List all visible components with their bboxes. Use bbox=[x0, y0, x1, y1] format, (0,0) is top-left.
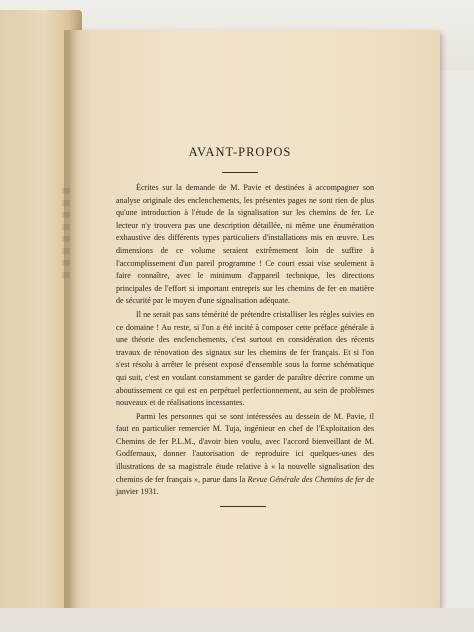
paragraph-3-end: de janvier 1931. bbox=[116, 474, 374, 497]
body-text bbox=[116, 182, 374, 499]
journal-title: Revue Générale des Chemins de fer bbox=[247, 474, 365, 484]
paragraph-1: Écrites sur la demande de M. Pavie et destinées à accompagner son analyse originale des enclenchements, les présentes pages ne sont rien de plus qu'une introduction à l'étude de la signalisation sur les chemins de fer. Le lecteur n'y trouvera pas une description détaillée, ni même une énumération exhaustive des différents types particuliers d'installations mis en œuvre. Les dimensions de ce volume seraient extrêmement loin de suffire à l'accomplissement d'un pareil programme ! Ce court essai vise seulement à faire connaître, avec le minimum d'appareil technique, les directions principales de l'effort si important entrepris sur les chemins de fer en matière de sécurité par le moyen d'une signalisation adéquate. bbox=[116, 183, 374, 306]
table-surface bbox=[0, 608, 474, 632]
title-rule bbox=[222, 172, 258, 173]
paragraph-3 bbox=[116, 411, 374, 499]
end-rule bbox=[220, 506, 266, 507]
gutter-shadow bbox=[64, 30, 78, 608]
paragraph-3-text: Parmi les personnes qui se sont intéressées au dessein de M. Pavie, il faut en particulier remercier M. Tuja, ingénieur en chef de l'Exploitation des Chemins de fer P.L.M., d'avoir bien voulu, avec l'accord bienveillant de M. Godfernaux, donner l'autorisation de reproduire ici quelques-unes des illustrations de sa magistrale étude relative à « la nouvelle signalisation des chemins de fer français », parue dans la bbox=[116, 411, 374, 484]
paragraph-2: Il ne serait pas sans témérité de prétendre cristalliser les règles suivies en ce domaine ! Au reste, si l'on a été incité à composer cette préface générale à une théorie des enclenchements, c'est surtout en considération des récents travaux de rénovation des signaux sur les chemins de fer français. Et si l'on s'est résolu à arrêter le présent exposé d'ensemble sous la forme schématique qui suit, c'est en voulant constamment se garder de paraître décrire comme un aboutissement ce qui est en perpétuel perfectionnement, au sein de problèmes nouveaux et de réalisations incessantes. bbox=[116, 309, 374, 408]
page-title: AVANT-PROPOS bbox=[188, 145, 292, 159]
